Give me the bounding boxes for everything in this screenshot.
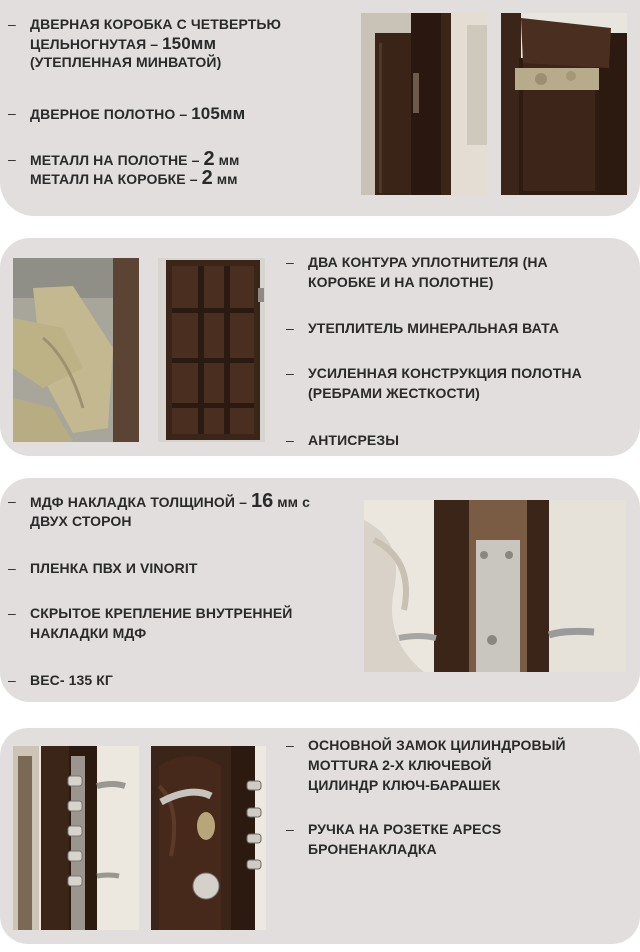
photo-door-frame <box>361 13 487 195</box>
bullet-dash: – <box>8 493 16 509</box>
photo-frame-section <box>501 13 627 195</box>
bullet-text: АНТИСРЕЗЫ <box>308 432 399 448</box>
bullet-dash: – <box>286 254 294 270</box>
bullet-line <box>286 820 502 839</box>
bullet-line <box>8 104 246 124</box>
bullet-text: ВЕС- 135 КГ <box>30 672 113 688</box>
bullet-text: КОРОБКЕ И НА ПОЛОТНЕ) <box>308 274 494 290</box>
bullet-line <box>286 364 582 383</box>
bullet-line <box>308 776 500 795</box>
bullet-text: мм <box>214 152 240 168</box>
bullet-line <box>8 15 282 34</box>
bullet-line <box>308 840 437 859</box>
bullet-line <box>30 169 238 189</box>
bullet-text: ПЛЕНКА ПВХ И VINORIT <box>30 560 198 576</box>
bullet-text: ЦИЛИНДР КЛЮЧ-БАРАШЕК <box>308 777 501 793</box>
bullet-text: СКРЫТОЕ КРЕПЛЕНИЕ ВНУТРЕННЕЙ <box>30 605 293 621</box>
bullet-line <box>286 736 566 755</box>
highlight-value: 16 <box>250 490 274 512</box>
bullet-dash: – <box>8 605 16 621</box>
photo-lock-bolts <box>13 746 139 930</box>
photo-door-ribs <box>158 258 265 442</box>
photo-lock-handle <box>151 746 266 930</box>
bullet-text: (УТЕПЛЕННАЯ МИНВАТОЙ) <box>30 54 222 70</box>
highlight-value: 150мм <box>162 34 217 53</box>
bullet-dash: – <box>286 821 294 837</box>
bullet-text: ЦЕЛЬНОГНУТАЯ – <box>30 36 163 52</box>
bullet-text: мм с <box>273 494 310 510</box>
bullet-text: МЕТАЛЛ НА ПОЛОТНЕ – <box>30 152 204 168</box>
bullet-text: МЕТАЛЛ НА КОРОБКЕ – <box>30 171 202 187</box>
highlight-value: 2 <box>203 148 215 170</box>
photo-mdf-edge <box>364 500 626 672</box>
bullet-text: БРОНЕНАКЛАДКА <box>308 841 437 857</box>
bullet-line <box>308 273 493 292</box>
highlight-value: 2 <box>201 167 213 189</box>
bullet-line <box>30 34 216 54</box>
bullet-text: мм <box>212 171 238 187</box>
bullet-text: УТЕПЛИТЕЛЬ МИНЕРАЛЬНАЯ ВАТА <box>308 320 560 336</box>
bullet-line <box>30 512 132 531</box>
bullet-dash: – <box>8 560 16 576</box>
bullet-dash: – <box>8 672 16 688</box>
bullet-text: ОСНОВНОЙ ЗАМОК ЦИЛИНДРОВЫЙ <box>308 737 566 753</box>
bullet-line <box>8 490 310 512</box>
bullet-line <box>8 559 198 578</box>
bullet-dash: – <box>8 16 16 32</box>
bullet-line <box>308 756 492 775</box>
bullet-text: УСИЛЕННАЯ КОНСТРУКЦИЯ ПОЛОТНА <box>308 365 582 381</box>
bullet-text: ДВЕРНАЯ КОРОБКА С ЧЕТВЕРТЬЮ <box>30 16 282 32</box>
bullet-text: MOTTURA 2-Х КЛЮЧЕВОЙ <box>308 757 492 773</box>
bullet-text: (РЕБРАМИ ЖЕСТКОСТИ) <box>308 385 480 401</box>
bullet-dash: – <box>8 151 16 167</box>
bullet-line <box>286 319 560 338</box>
bullet-text: ДВА КОНТУРА УПЛОТНИТЕЛЯ (НА <box>308 254 548 270</box>
bullet-text: НАКЛАДКИ МДФ <box>30 625 147 641</box>
bullet-line <box>8 604 293 623</box>
bullet-line <box>30 53 221 72</box>
bullet-text: МДФ НАКЛАДКА ТОЛЩИНОЙ – <box>30 494 251 510</box>
bullet-text: ДВУХ СТОРОН <box>30 513 132 529</box>
bullet-dash: – <box>8 105 16 121</box>
bullet-text: ДВЕРНОЕ ПОЛОТНО – <box>30 106 192 122</box>
bullet-line <box>286 431 399 450</box>
bullet-line <box>8 671 113 690</box>
bullet-line <box>308 384 480 403</box>
bullet-text: РУЧКА НА РОЗЕТКЕ APECS <box>308 821 502 837</box>
photo-mineral-wool <box>13 258 139 442</box>
bullet-dash: – <box>286 365 294 381</box>
bullet-dash: – <box>286 737 294 753</box>
bullet-line <box>286 253 548 272</box>
bullet-dash: – <box>286 320 294 336</box>
bullet-line <box>30 624 146 643</box>
bullet-dash: – <box>286 432 294 448</box>
highlight-value: 105мм <box>191 104 246 123</box>
